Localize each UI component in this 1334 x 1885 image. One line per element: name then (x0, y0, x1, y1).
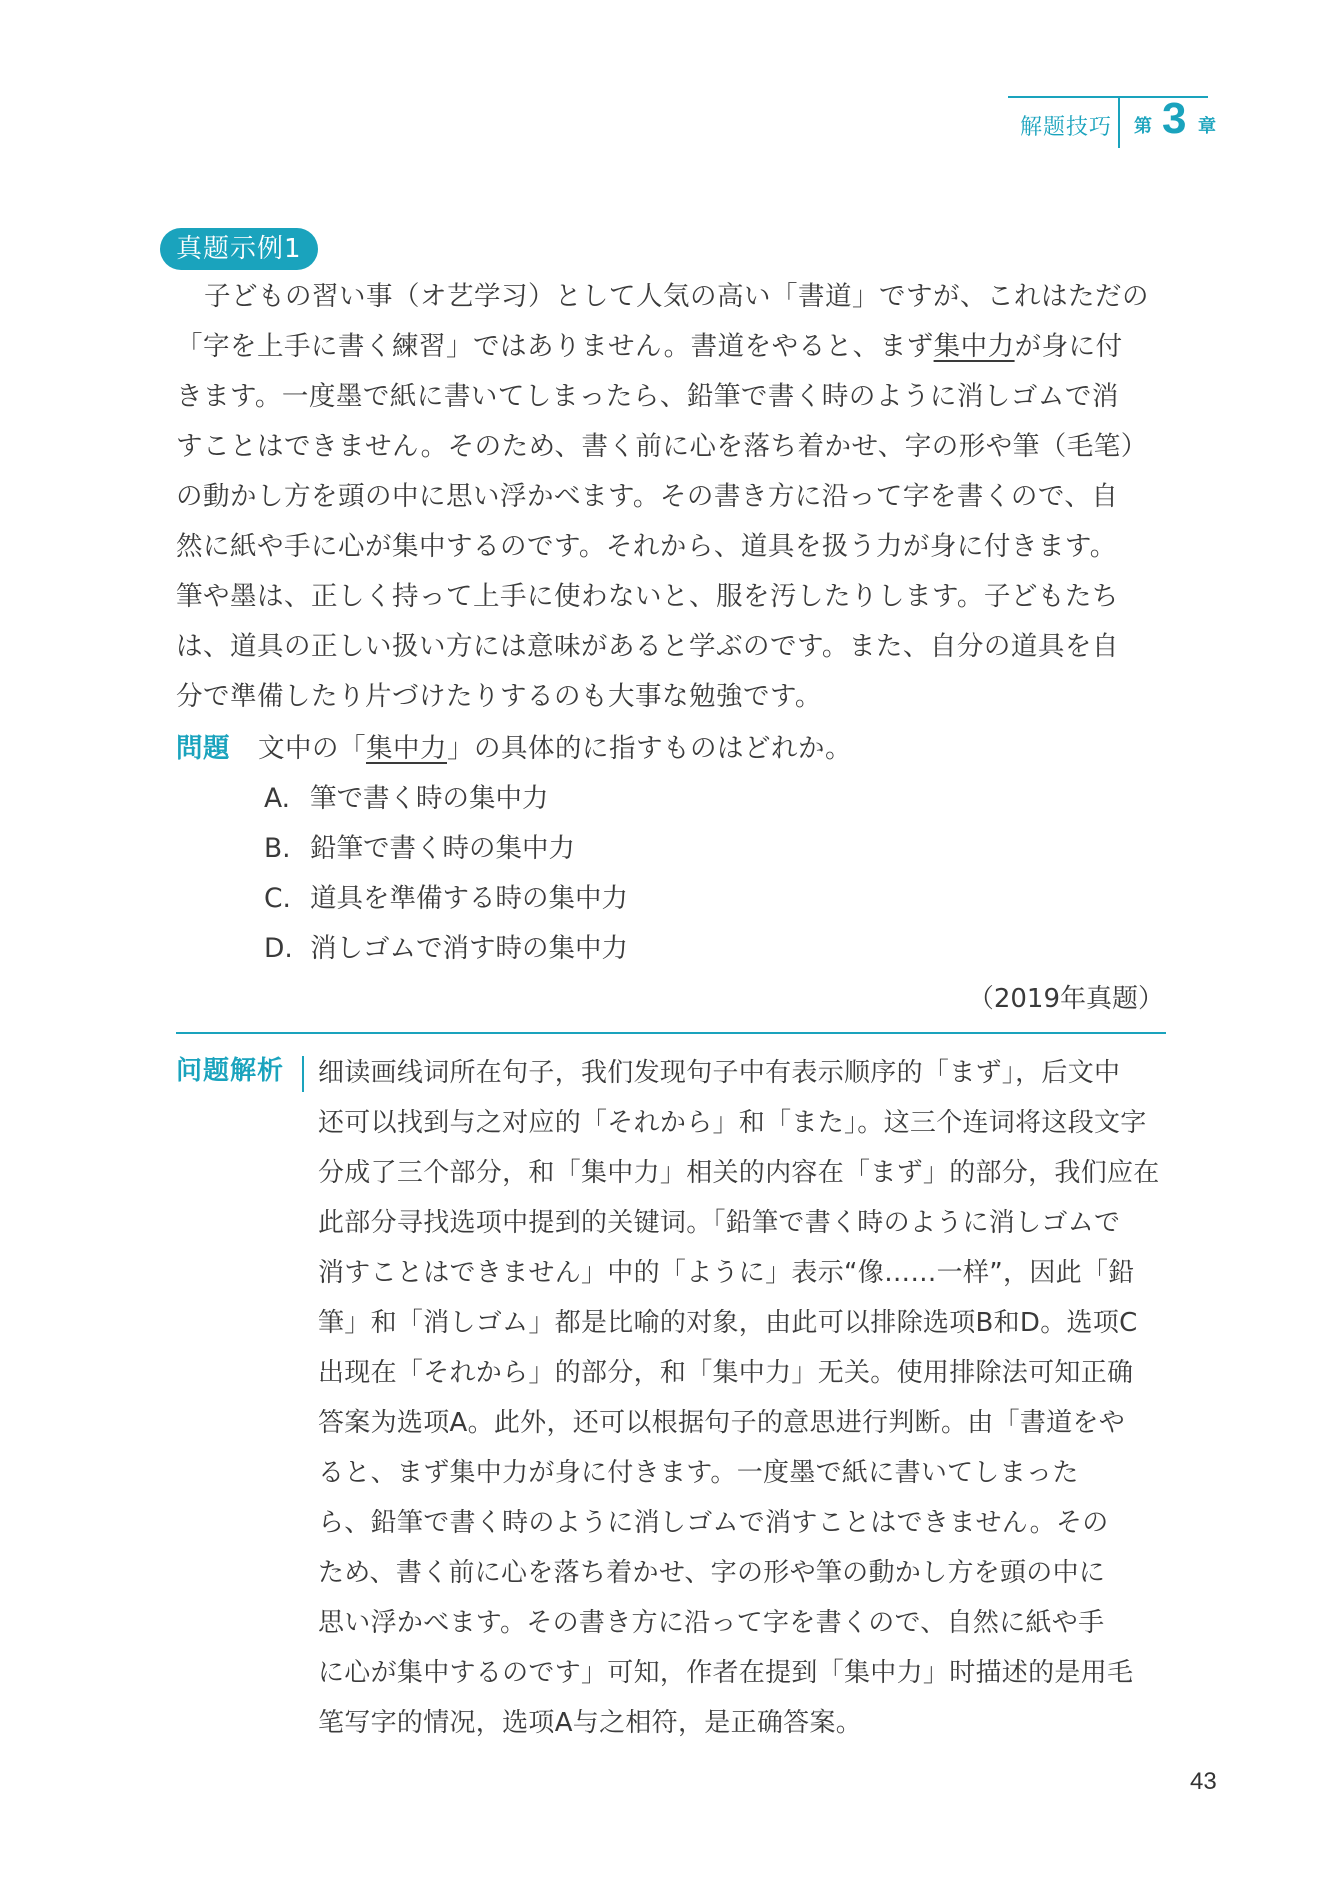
option-text: 消しゴムで消す時の集中力 (310, 933, 628, 964)
passage-line: 然に紙や手に心が集中するのです。それから、道具を扱う力が身に付きます。 (176, 531, 1117, 562)
analysis-line: ると、まず集中力が身に付きます。一度墨で紙に書いてしまった (318, 1458, 1079, 1488)
option-letter: A. (264, 783, 291, 814)
page-number: 43 (1190, 1768, 1217, 1795)
option-letter: C. (264, 883, 291, 914)
analysis-line: 答案为选项A。此外，还可以根据句子的意思进行判断。由「書道をや (318, 1408, 1126, 1438)
chapter-suffix: 章 (1198, 116, 1216, 137)
analysis-body (318, 1048, 1168, 1748)
example-badge: 真题示例1 (160, 228, 318, 270)
answer-options (264, 774, 628, 974)
analysis-label-bar (302, 1056, 304, 1092)
passage-line: 子どもの習い事（オ艺学习）として人気の高い「書道」ですが、これはただの (204, 281, 1149, 312)
underlined-keyword: 集中力 (933, 331, 1015, 362)
option-text: 筆で書く時の集中力 (310, 783, 549, 814)
option-text: 道具を準備する時の集中力 (310, 883, 628, 914)
section-title: 解题技巧 (1020, 115, 1113, 140)
header-rule (1008, 96, 1120, 98)
analysis-line: ら、鉛筆で書く時のように消しゴムで消すことはできません。その (318, 1508, 1109, 1538)
analysis-line: 此部分寻找选项中提到的关键词。「鉛筆で書く時のように消しゴムで (318, 1208, 1121, 1238)
analysis-line: 出现在「それから」的部分，和「集中力」无关。使用排除法可知正确 (318, 1358, 1134, 1388)
passage-line: の動かし方を頭の中に思い浮かべます。その書き方に沿って字を書くので、自 (176, 481, 1119, 512)
analysis-line: 还可以找到与之对应的「それから」和「また」。这三个连词将这段文字 (318, 1108, 1147, 1138)
passage-line: 筆や墨は、正しく持って上手に使わないと、服を汚したりします。子どもたち (176, 581, 1119, 612)
question-text-before: 文中の「 (258, 733, 366, 764)
option-c[interactable] (264, 874, 628, 924)
option-d[interactable] (264, 924, 628, 974)
analysis-line: 笔写字的情况，选项A与之相符，是正确答案。 (318, 1708, 863, 1738)
analysis-line: ため、書く前に心を落ち着かせ、字の形や筆の動かし方を頭の中に (318, 1558, 1106, 1588)
chapter-header (1008, 94, 1216, 156)
passage-line (176, 322, 1166, 372)
passage-line: 分で準備したり片づけたりするのも大事な勉強です。 (176, 681, 822, 712)
reading-passage (176, 272, 1166, 722)
chapter-number: 3 (1162, 94, 1187, 143)
question (176, 724, 1166, 774)
question-text-after: 」の具体的に指すものはどれか。 (447, 733, 852, 764)
analysis-line: 思い浮かべます。その書き方に沿って字を書くので、自然に紙や手 (318, 1608, 1105, 1638)
question-label: 問題 (176, 733, 230, 764)
option-letter: B. (264, 833, 291, 864)
passage-line-text: 「字を上手に書く練習」ではありません。書道をやると、まず (176, 331, 934, 362)
analysis-line: 筆」和「消しゴム」都是比喻的对象，由此可以排除选项B和D。选项C (318, 1308, 1138, 1338)
analysis-line: に心が集中するのです」可知，作者在提到「集中力」时描述的是用毛 (318, 1658, 1134, 1688)
question-line (176, 724, 1166, 774)
option-letter: D. (264, 933, 293, 964)
option-b[interactable] (264, 824, 628, 874)
passage-line: すことはできません。そのため、書く前に心を落ち着かせ、字の形や筆（毛笔） (176, 431, 1148, 462)
source-note: （2019年真题） (967, 984, 1164, 1014)
chapter-prefix: 第 (1134, 116, 1152, 137)
passage-line: きます。一度墨で紙に書いてしまったら、鉛筆で書く時のように消しゴムで消 (176, 381, 1119, 412)
section-divider (176, 1032, 1166, 1034)
analysis-line: 细读画线词所在句子，我们发现句子中有表示顺序的「まず」，后文中 (318, 1058, 1121, 1088)
passage-line: は、道具の正しい扱い方には意味があると学ぶのです。また、自分の道具を自 (176, 631, 1119, 662)
header-divider (1118, 96, 1120, 148)
question-underline: 集中力 (366, 733, 447, 764)
option-a[interactable] (264, 774, 628, 824)
option-text: 鉛筆で書く時の集中力 (310, 833, 575, 864)
passage-line-tail: が身に付 (1014, 331, 1123, 362)
analysis-line: 分成了三个部分，和「集中力」相关的内容在「まず」的部分，我们应在 (318, 1158, 1160, 1188)
analysis-line: 消すことはできません」中的「ように」表示“像……一样”，因此「鉛 (318, 1258, 1135, 1288)
analysis-label: 问题解析 (176, 1056, 285, 1086)
